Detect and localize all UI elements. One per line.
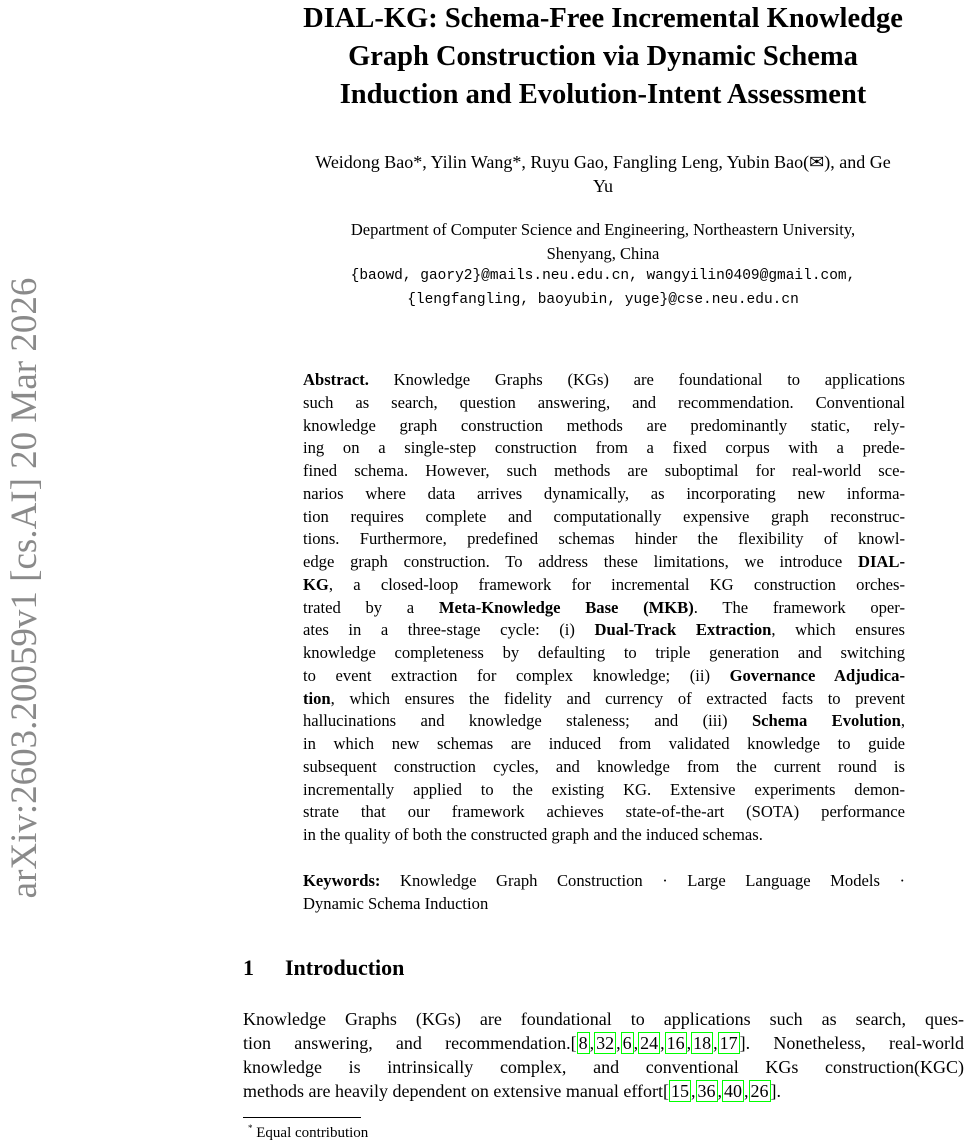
text-span: in which new schemas are induced from validated knowledge to guide [303, 734, 905, 753]
title-line: DIAL-KG: Schema-Free Incremental Knowledge [303, 3, 903, 34]
text-line: methods are heavily dependent on extensive manual effort[ 15 , 36 , 40 , 26 ]. [243, 1081, 782, 1101]
section-number: 1 [243, 955, 254, 980]
text-line [303, 369, 905, 392]
keywords [303, 870, 905, 916]
text-line [303, 483, 905, 506]
text-span: tion answering, and recommendation.[ [243, 1033, 577, 1053]
text-span: ]. [770, 1081, 782, 1101]
text-line [303, 756, 905, 779]
text-line [303, 779, 905, 802]
text-line [303, 619, 905, 642]
text-span: knowledge is intrinsically complex, and conventional KGs construction(KGC) [243, 1057, 964, 1077]
text-line [303, 597, 905, 620]
text-line [303, 574, 905, 597]
footnote-rule [243, 1117, 361, 1118]
text-line [303, 665, 905, 688]
paper-title [240, 0, 965, 114]
authors-line: Yu [592, 176, 613, 196]
text-span: subsequent construction cycles, and knowledge from the current round is [303, 756, 905, 776]
bold-text: Meta-Knowledge Base (MKB) [438, 597, 694, 617]
text-line [303, 733, 905, 756]
text-span: hallucinations and knowledge staleness; and (iii) [303, 711, 752, 731]
bold-text: Schema Evolution [751, 711, 901, 731]
text-span: , which ensures the fidelity and currency of extracted facts to prevent [330, 688, 905, 708]
footnote-text: Equal contribution [252, 1125, 369, 1141]
text-line [303, 415, 905, 438]
title-line: Induction and Evolution-Intent Assessment [339, 79, 867, 110]
affiliation-line: Shenyang, China [546, 243, 660, 263]
citation-link[interactable]: 18 [693, 1033, 712, 1053]
text-span: knowledge graph construction methods are predominantly static, rely- [303, 415, 905, 435]
abstract [303, 369, 905, 847]
text-line [303, 528, 905, 551]
text-span: knowledge completeness by defaulting to triple generation and switching [303, 643, 905, 662]
bold-text: Governance Adjudica- [729, 665, 905, 685]
text-span: edge graph construction. To address these limitations, we introduce [303, 552, 858, 571]
text-line [303, 460, 905, 483]
title-line: Graph Construction via Dynamic Schema [348, 41, 858, 72]
text-span: trated by a [303, 597, 439, 617]
text-line [303, 824, 905, 847]
text-span: Knowledge Graphs (KGs) are foundational to applications such as search, ques- [243, 1009, 964, 1029]
text-span: , which ensures [771, 620, 905, 640]
text-line [303, 642, 905, 665]
text-line [303, 688, 905, 711]
footnote [248, 1123, 368, 1142]
author-list [240, 150, 965, 198]
text-span: methods are heavily dependent on extensive manual effort[ [243, 1081, 670, 1101]
text-line [303, 870, 905, 893]
bold-text: Keywords: [303, 871, 381, 890]
bold-text: Dual-Track Extraction [594, 620, 772, 640]
text-span: ing on a single-step construction from a fixed corpus with a prede- [303, 438, 905, 458]
text-line [303, 437, 905, 460]
bold-text: Abstract. [303, 370, 369, 389]
affiliation [240, 218, 965, 312]
authors-line: Weidong Bao*, Yilin Wang*, Ruyu Gao, Fangling Leng, Yubin Bao(✉), and Ge [315, 152, 891, 172]
affiliation-line: Department of Computer Science and Engineering, Northeastern University, [350, 220, 856, 239]
text-span: strate that our framework achieves state-of-the-art (SOTA) performance [303, 802, 905, 822]
citation-link[interactable]: 36 [697, 1081, 716, 1101]
text-span: tion requires complete and computationally expensive graph reconstruc- [303, 506, 905, 526]
email-line: {baowd, gaory2}@mails.neu.edu.cn, wangyilin0409@gmail.com, [350, 268, 856, 284]
introduction-text [243, 1007, 964, 1103]
text-span: , a closed-loop framework for incremental KG construction orches- [328, 574, 905, 594]
citation-link[interactable]: 32 [596, 1033, 615, 1053]
arxiv-identifier: arXiv:2603.20059v1 [cs.AI] 20 Mar 2026 [4, 277, 45, 899]
citation-link[interactable]: 8 [578, 1033, 588, 1053]
citation-link[interactable]: 16 [666, 1033, 685, 1053]
text-line [303, 801, 905, 824]
text-span: Knowledge Graphs (KGs) are foundational to applications [368, 370, 905, 389]
section-title: Introduction [285, 955, 405, 980]
text-line [243, 1007, 964, 1031]
text-line [243, 1055, 964, 1079]
section-heading [243, 955, 404, 981]
citation-link[interactable]: 17 [719, 1033, 738, 1053]
email-line: {lengfangling, baoyubin, yuge}@cse.neu.edu.cn [407, 291, 799, 308]
text-line [303, 506, 905, 529]
text-span: , [900, 711, 906, 731]
text-line [303, 710, 905, 733]
bold-text: KG [303, 574, 329, 594]
text-span: Dynamic Schema Induction [303, 893, 489, 913]
bold-text: tion [303, 688, 331, 708]
text-line [303, 893, 905, 916]
citation-link[interactable]: 40 [724, 1081, 743, 1101]
text-line: tion answering, and recommendation.[ 8 , 32 , 6 , 24 , 16 , 18 , 17 ]. Nonetheless, real-world [243, 1033, 965, 1053]
text-span: narios where data arrives dynamically, as incorporating new informa- [303, 483, 905, 503]
text-span: incrementally applied to the existing KG. Extensive experiments demon- [303, 779, 905, 799]
text-line [303, 392, 905, 415]
text-span: to event extraction for complex knowledge; (ii) [303, 665, 730, 685]
text-span: ]. Nonetheless, real-world [739, 1033, 965, 1053]
text-span: in the quality of both the constructed graph and the induced schemas. [303, 825, 763, 844]
text-span: ates in a three-stage cycle: (i) [303, 620, 595, 640]
citation-link[interactable]: 26 [750, 1081, 769, 1101]
text-span: tions. Furthermore, predefined schemas hinder the flexibility of knowl- [303, 529, 905, 549]
citation-link[interactable]: 24 [640, 1033, 659, 1053]
citation-link[interactable]: 6 [622, 1033, 632, 1053]
text-span: Knowledge Graph Construction · Large Language Models · [380, 871, 905, 890]
text-span: such as search, question answering, and recommendation. Conventional [303, 392, 905, 412]
text-span: fined schema. However, such methods are suboptimal for real-world sce- [303, 461, 905, 480]
citation-link[interactable]: 15 [671, 1081, 690, 1101]
footnote-mark: * [248, 1123, 253, 1133]
text-span: . The framework oper- [693, 597, 905, 617]
bold-text: DIAL- [857, 552, 905, 571]
text-line [303, 551, 905, 574]
